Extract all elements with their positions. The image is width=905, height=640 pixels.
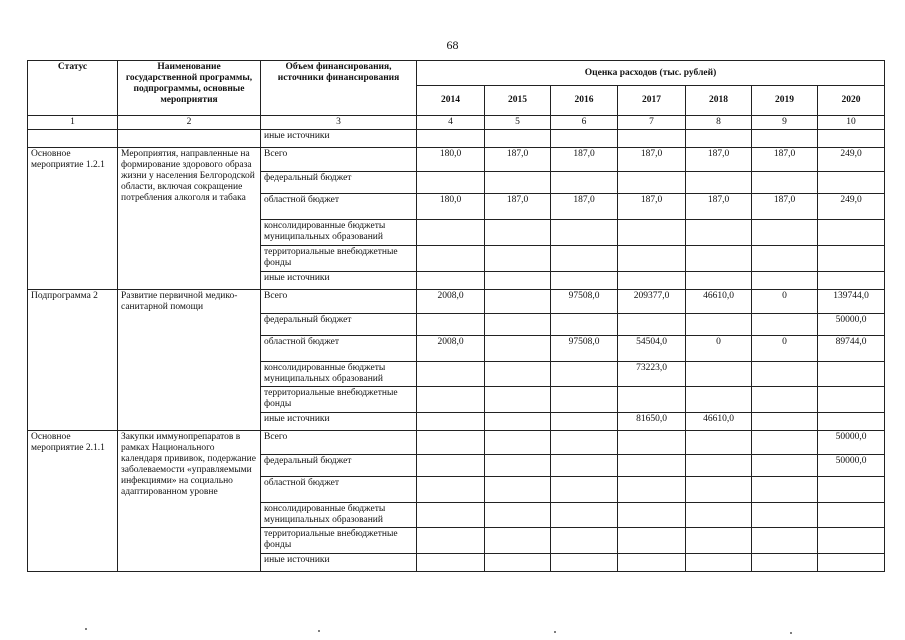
funding-source: Всего: [261, 148, 417, 172]
amount-cell: [618, 220, 686, 246]
scan-speck: [85, 628, 87, 630]
amount-cell: [818, 503, 885, 528]
amount-cell: [485, 431, 551, 455]
amount-cell: [551, 503, 618, 528]
amount-cell: [417, 272, 485, 290]
header-year: 2016: [551, 86, 618, 116]
header-funding: Объем финансирования, источники финансирования: [261, 61, 417, 116]
amount-cell: [417, 477, 485, 503]
column-number: 3: [261, 116, 417, 130]
amount-cell: 209377,0: [618, 290, 686, 314]
amount-cell: 73223,0: [618, 362, 686, 387]
funding-source: консолидированные бюджеты муниципальных образований: [261, 503, 417, 528]
amount-cell: [686, 220, 752, 246]
carryover-source: иные источники: [261, 130, 417, 148]
amount-cell: [485, 172, 551, 194]
amount-cell: [485, 387, 551, 413]
funding-source: консолидированные бюджеты муниципальных образований: [261, 362, 417, 387]
amount-cell: [752, 413, 818, 431]
amount-cell: [618, 554, 686, 572]
amount-cell: [818, 246, 885, 272]
amount-cell: [618, 431, 686, 455]
funding-source: областной бюджет: [261, 336, 417, 362]
amount-cell: [485, 336, 551, 362]
amount-cell: [551, 246, 618, 272]
amount-cell: [551, 455, 618, 477]
amount-cell: [686, 246, 752, 272]
amount-cell: [818, 272, 885, 290]
amount-cell: [618, 528, 686, 554]
amount-cell: [752, 455, 818, 477]
carryover-name: [118, 130, 261, 148]
amount-cell: [818, 362, 885, 387]
amount-cell: [618, 477, 686, 503]
amount-cell: 180,0: [417, 148, 485, 172]
column-number: 8: [686, 116, 752, 130]
amount-cell: 97508,0: [551, 336, 618, 362]
header-name: Наименование государственной программы, подпрограммы, основные мероприятия: [118, 61, 261, 116]
amount-cell: 50000,0: [818, 431, 885, 455]
funding-source: федеральный бюджет: [261, 455, 417, 477]
amount-cell: [417, 455, 485, 477]
amount-cell: [485, 246, 551, 272]
carryover-row: [28, 130, 885, 148]
column-number: 4: [417, 116, 485, 130]
expenditure-table: [27, 60, 885, 572]
amount-cell: [818, 528, 885, 554]
amount-cell: [417, 362, 485, 387]
amount-cell: [686, 477, 752, 503]
amount-cell: [551, 272, 618, 290]
amount-cell: [417, 220, 485, 246]
amount-cell: [551, 314, 618, 336]
amount-cell: [417, 314, 485, 336]
amount-cell: [686, 528, 752, 554]
amount-cell: [686, 172, 752, 194]
row-status: Основное мероприятие 2.1.1: [28, 431, 118, 572]
amount-cell: 0: [752, 290, 818, 314]
amount-cell: [752, 314, 818, 336]
amount-cell: 0: [686, 336, 752, 362]
amount-cell: [618, 314, 686, 336]
amount-cell: [818, 413, 885, 431]
amount-cell: 187,0: [618, 148, 686, 172]
amount-cell: 187,0: [551, 148, 618, 172]
header-year: 2014: [417, 86, 485, 116]
amount-cell: [818, 220, 885, 246]
header-year: 2015: [485, 86, 551, 116]
funding-source: территориальные внебюджетные фонды: [261, 246, 417, 272]
carryover-status: [28, 130, 118, 148]
amount-cell: [485, 314, 551, 336]
amount-cell: 187,0: [686, 194, 752, 220]
row-name: Развитие первичной медико-санитарной помощи: [118, 290, 261, 431]
amount-cell: [417, 413, 485, 431]
amount-cell: 54504,0: [618, 336, 686, 362]
amount-cell: 187,0: [752, 148, 818, 172]
amount-cell: 46610,0: [686, 413, 752, 431]
amount-cell: 46610,0: [686, 290, 752, 314]
amount-cell: [752, 528, 818, 554]
amount-cell: [752, 272, 818, 290]
amount-cell: [485, 272, 551, 290]
amount-cell: [618, 246, 686, 272]
amount-cell: [485, 220, 551, 246]
funding-source: иные источники: [261, 413, 417, 431]
funding-source: иные источники: [261, 272, 417, 290]
amount-cell: 249,0: [818, 148, 885, 172]
funding-source: федеральный бюджет: [261, 172, 417, 194]
amount-cell: [618, 387, 686, 413]
amount-cell: [686, 272, 752, 290]
amount-cell: 50000,0: [818, 455, 885, 477]
table-row: [28, 431, 885, 455]
amount-cell: [417, 554, 485, 572]
amount-cell: [551, 387, 618, 413]
amount-cell: [818, 477, 885, 503]
amount-cell: 139744,0: [818, 290, 885, 314]
amount-cell: [752, 172, 818, 194]
header-year: 2020: [818, 86, 885, 116]
amount-cell: [752, 477, 818, 503]
amount-cell: [752, 431, 818, 455]
amount-cell: [485, 528, 551, 554]
column-number: 1: [28, 116, 118, 130]
amount-cell: [818, 387, 885, 413]
amount-cell: [485, 554, 551, 572]
scan-speck: [790, 632, 792, 634]
amount-cell: 180,0: [417, 194, 485, 220]
amount-cell: [618, 272, 686, 290]
amount-cell: 81650,0: [618, 413, 686, 431]
amount-cell: [485, 455, 551, 477]
amount-cell: [417, 528, 485, 554]
column-number: 10: [818, 116, 885, 130]
amount-cell: [551, 220, 618, 246]
column-number: 9: [752, 116, 818, 130]
row-name: Закупки иммунопрепаратов в рамках Национального календаря прививок, подержание заболеваемости «управляемыми инфекциями» на социально адаптированном уровне: [118, 431, 261, 572]
amount-cell: [818, 172, 885, 194]
amount-cell: 187,0: [551, 194, 618, 220]
funding-source: Всего: [261, 431, 417, 455]
amount-cell: [752, 220, 818, 246]
scan-speck: [318, 630, 320, 632]
amount-cell: [417, 172, 485, 194]
funding-source: территориальные внебюджетные фонды: [261, 528, 417, 554]
header-year: 2019: [752, 86, 818, 116]
amount-cell: [485, 413, 551, 431]
amount-cell: 187,0: [485, 194, 551, 220]
amount-cell: [417, 387, 485, 413]
amount-cell: 89744,0: [818, 336, 885, 362]
amount-cell: [417, 503, 485, 528]
funding-source: Всего: [261, 290, 417, 314]
amount-cell: 249,0: [818, 194, 885, 220]
amount-cell: [752, 362, 818, 387]
amount-cell: [485, 477, 551, 503]
amount-cell: [686, 362, 752, 387]
column-number: 7: [618, 116, 686, 130]
funding-source: областной бюджет: [261, 477, 417, 503]
page-number: 68: [446, 38, 459, 52]
amount-cell: [551, 172, 618, 194]
amount-cell: [551, 362, 618, 387]
amount-cell: 2008,0: [417, 290, 485, 314]
amount-cell: [752, 246, 818, 272]
header-estimate: Оценка расходов (тыс. рублей): [417, 61, 885, 86]
amount-cell: 50000,0: [818, 314, 885, 336]
amount-cell: [485, 362, 551, 387]
funding-source: областной бюджет: [261, 194, 417, 220]
row-name: Мероприятия, направленные на формирование здорового образа жизни у населения Белгородской области, включая сокращение потребления алкоголя и табака: [118, 148, 261, 290]
amount-cell: [752, 387, 818, 413]
row-status: Подпрограмма 2: [28, 290, 118, 431]
amount-cell: [752, 503, 818, 528]
amount-cell: 0: [752, 336, 818, 362]
amount-cell: [485, 290, 551, 314]
amount-cell: 2008,0: [417, 336, 485, 362]
amount-cell: [551, 554, 618, 572]
scan-speck: [554, 631, 556, 633]
amount-cell: [686, 387, 752, 413]
amount-cell: 187,0: [752, 194, 818, 220]
amount-cell: [618, 455, 686, 477]
amount-cell: [551, 528, 618, 554]
column-number: 2: [118, 116, 261, 130]
header-year: 2018: [686, 86, 752, 116]
funding-source: иные источники: [261, 554, 417, 572]
amount-cell: [752, 554, 818, 572]
amount-cell: [551, 413, 618, 431]
header-status: Статус: [28, 61, 118, 116]
column-number: 6: [551, 116, 618, 130]
amount-cell: [686, 554, 752, 572]
amount-cell: [618, 172, 686, 194]
amount-cell: 187,0: [686, 148, 752, 172]
amount-cell: [417, 431, 485, 455]
amount-cell: [551, 431, 618, 455]
amount-cell: [485, 503, 551, 528]
funding-source: консолидированные бюджеты муниципальных образований: [261, 220, 417, 246]
table-row: [28, 148, 885, 172]
amount-cell: [551, 477, 618, 503]
row-status: Основное мероприятие 1.2.1: [28, 148, 118, 290]
amount-cell: [618, 503, 686, 528]
amount-cell: 97508,0: [551, 290, 618, 314]
amount-cell: 187,0: [618, 194, 686, 220]
amount-cell: [686, 431, 752, 455]
amount-cell: [686, 503, 752, 528]
amount-cell: 187,0: [485, 148, 551, 172]
funding-source: территориальные внебюджетные фонды: [261, 387, 417, 413]
amount-cell: [686, 314, 752, 336]
column-number: 5: [485, 116, 551, 130]
funding-source: федеральный бюджет: [261, 314, 417, 336]
amount-cell: [417, 246, 485, 272]
amount-cell: [686, 455, 752, 477]
header-year: 2017: [618, 86, 686, 116]
amount-cell: [818, 554, 885, 572]
table-row: [28, 290, 885, 314]
